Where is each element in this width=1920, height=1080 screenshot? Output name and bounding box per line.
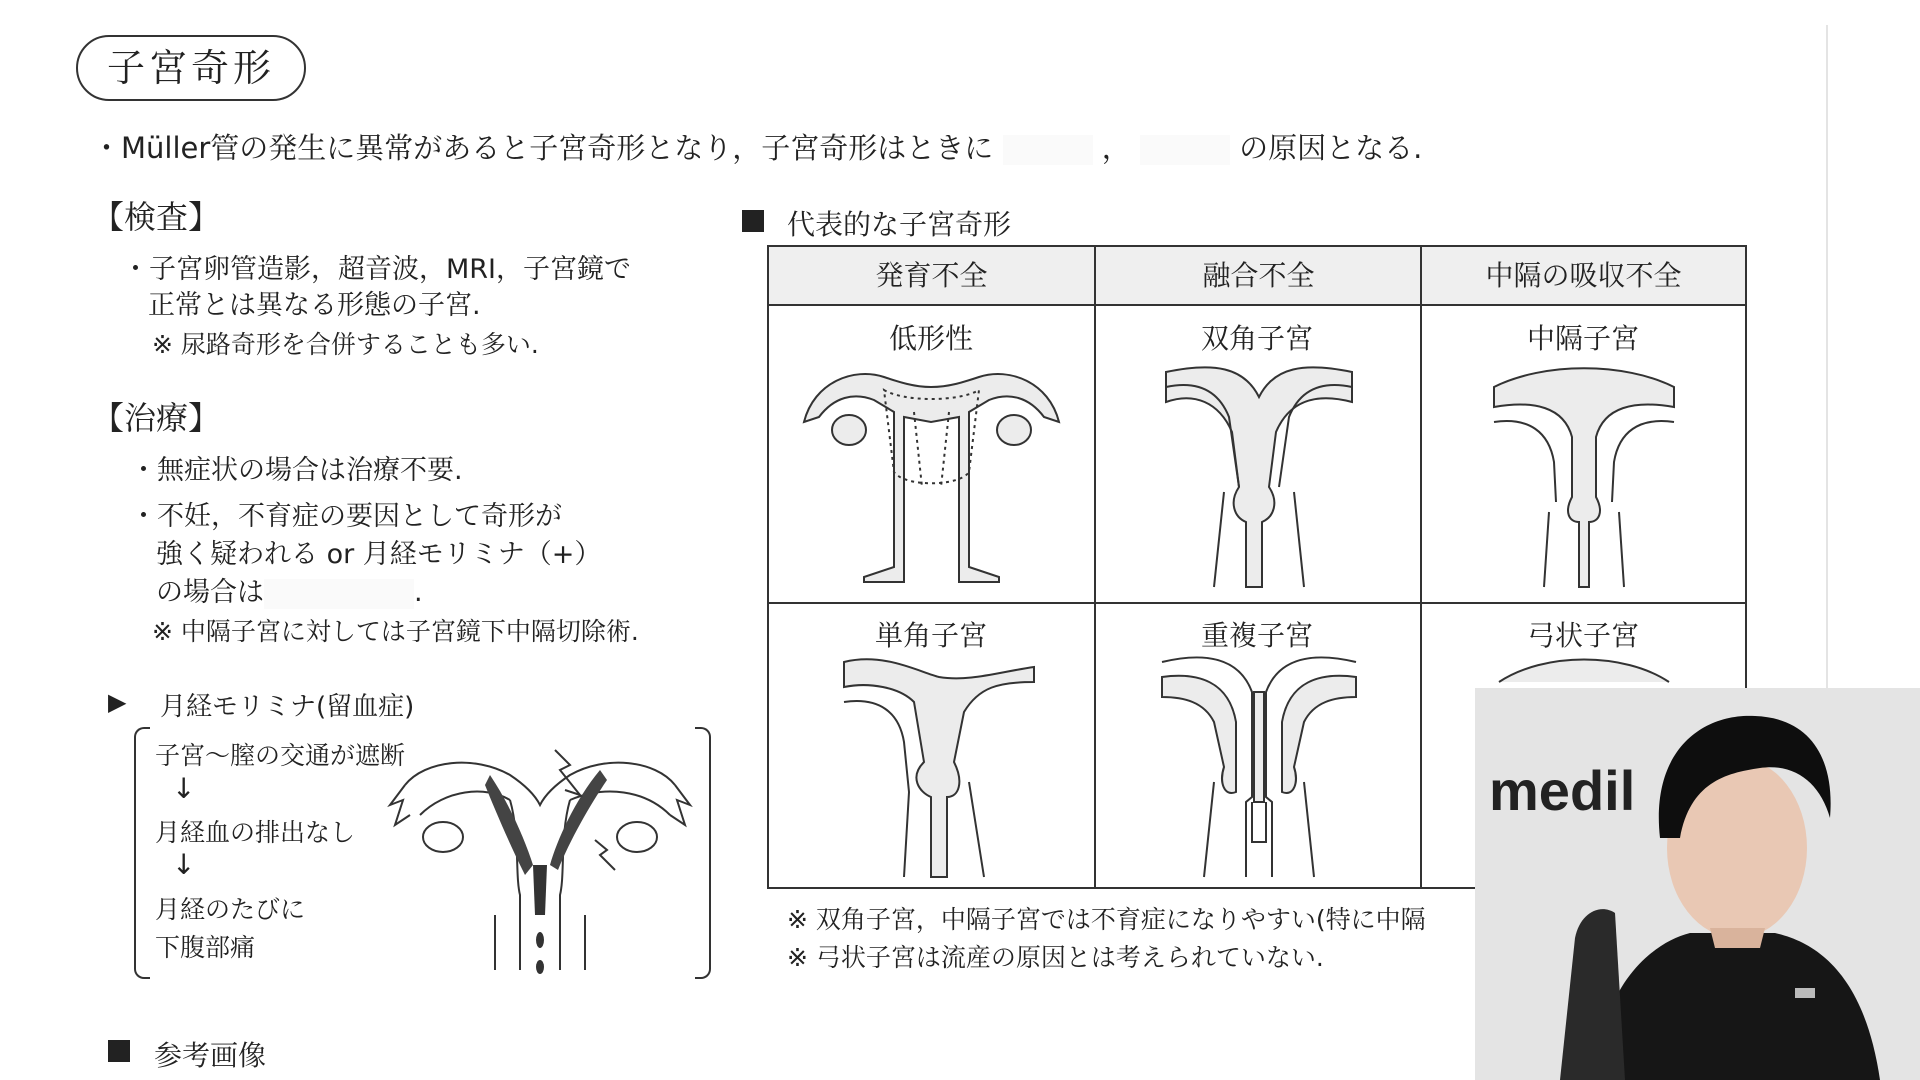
molimina-step-3-line-1: 月経のたびに — [155, 895, 306, 924]
table-note-1: ※ 双角子宮，中隔子宮では不育症になりやすい(特に中隔 — [787, 905, 1426, 934]
treatment-heading: 【治療】 — [92, 399, 221, 437]
treatment-item-2-line-1: ・不妊，不育症の要因として奇形が — [130, 501, 562, 532]
arcuate-uterus-diagram — [1494, 652, 1674, 692]
right-triangle-icon: ▶ — [108, 688, 127, 716]
exam-line-1: ・子宮卵管造影，超音波，MRI，子宮鏡で — [122, 254, 632, 285]
bicornuate-uterus-diagram — [1154, 362, 1364, 592]
cell-label: 重複子宮 — [1200, 619, 1313, 652]
molimina-heading: 月経モリミナ(留血症) — [160, 692, 415, 722]
treatment-text-pre: の場合は — [156, 577, 264, 608]
exam-heading: 【検査】 — [92, 198, 221, 236]
bracket-left — [134, 727, 150, 979]
hypoplastic-uterus-diagram — [794, 362, 1069, 592]
cell-label: 弓状子宮 — [1526, 619, 1639, 652]
treatment-item-2-line-3 — [156, 570, 423, 609]
molimina-step-2: 月経血の排出なし — [155, 818, 356, 847]
cell-label: 低形性 — [888, 322, 973, 355]
table-header-cell: 中隔の吸収不全 — [1485, 259, 1682, 292]
square-bullet-icon — [742, 210, 764, 232]
exam-line-2: 正常とは異なる形態の子宮. — [148, 290, 481, 321]
table-header-cell: 融合不全 — [1202, 259, 1315, 292]
down-arrow-icon: ↓ — [172, 772, 196, 805]
intro-sentence — [92, 126, 1422, 167]
molimina-step-3-line-2: 下腹部痛 — [155, 933, 256, 962]
square-bullet-icon — [108, 1040, 130, 1062]
table-note-2: ※ 弓状子宮は流産の原因とは考えられていない. — [787, 943, 1324, 972]
reference-heading: 参考画像 — [154, 1039, 267, 1072]
treatment-item-2-line-2: 強く疑われる or 月経モリミナ（+） — [156, 539, 602, 570]
unicornuate-uterus-diagram — [839, 652, 1039, 882]
table-divider — [769, 602, 1745, 604]
hematometra-illustration — [385, 745, 695, 975]
table-divider — [1094, 247, 1096, 887]
presenter-video[interactable] — [1475, 688, 1920, 1080]
treatment-text-post: . — [414, 577, 423, 608]
bracket-right — [695, 727, 711, 979]
table-heading: 代表的な子宮奇形 — [787, 208, 1012, 241]
cell-label: 双角子宮 — [1200, 322, 1313, 355]
intro-comma: ， — [1101, 131, 1131, 165]
page-title: 子宮奇形 — [76, 35, 306, 101]
septate-uterus-diagram — [1484, 362, 1684, 592]
molimina-step-1: 子宮〜膣の交通が遮断 — [155, 741, 406, 770]
treatment-item-1: ・無症状の場合は治療不要. — [130, 455, 463, 486]
didelphys-uterus-diagram — [1154, 652, 1364, 882]
table-divider — [1420, 247, 1422, 887]
table-header-cell: 発育不全 — [875, 259, 988, 292]
treatment-note: ※ 中隔子宮に対しては子宮鏡下中隔切除術. — [152, 617, 639, 646]
masked-blank — [264, 579, 414, 609]
video-logo: medil — [1489, 759, 1636, 822]
intro-text-post: の原因となる. — [1239, 131, 1423, 165]
exam-note: ※ 尿路奇形を合併することも多い. — [152, 330, 539, 359]
cell-label: 中隔子宮 — [1526, 322, 1639, 355]
presenter-figure — [1475, 688, 1920, 1080]
cell-label: 単角子宮 — [874, 619, 987, 652]
masked-blank — [1003, 135, 1093, 165]
intro-text-pre: ・Müller管の発生に異常があると子宮奇形となり，子宮奇形はときに — [92, 131, 994, 165]
masked-blank — [1140, 135, 1230, 165]
down-arrow-icon: ↓ — [172, 848, 196, 881]
